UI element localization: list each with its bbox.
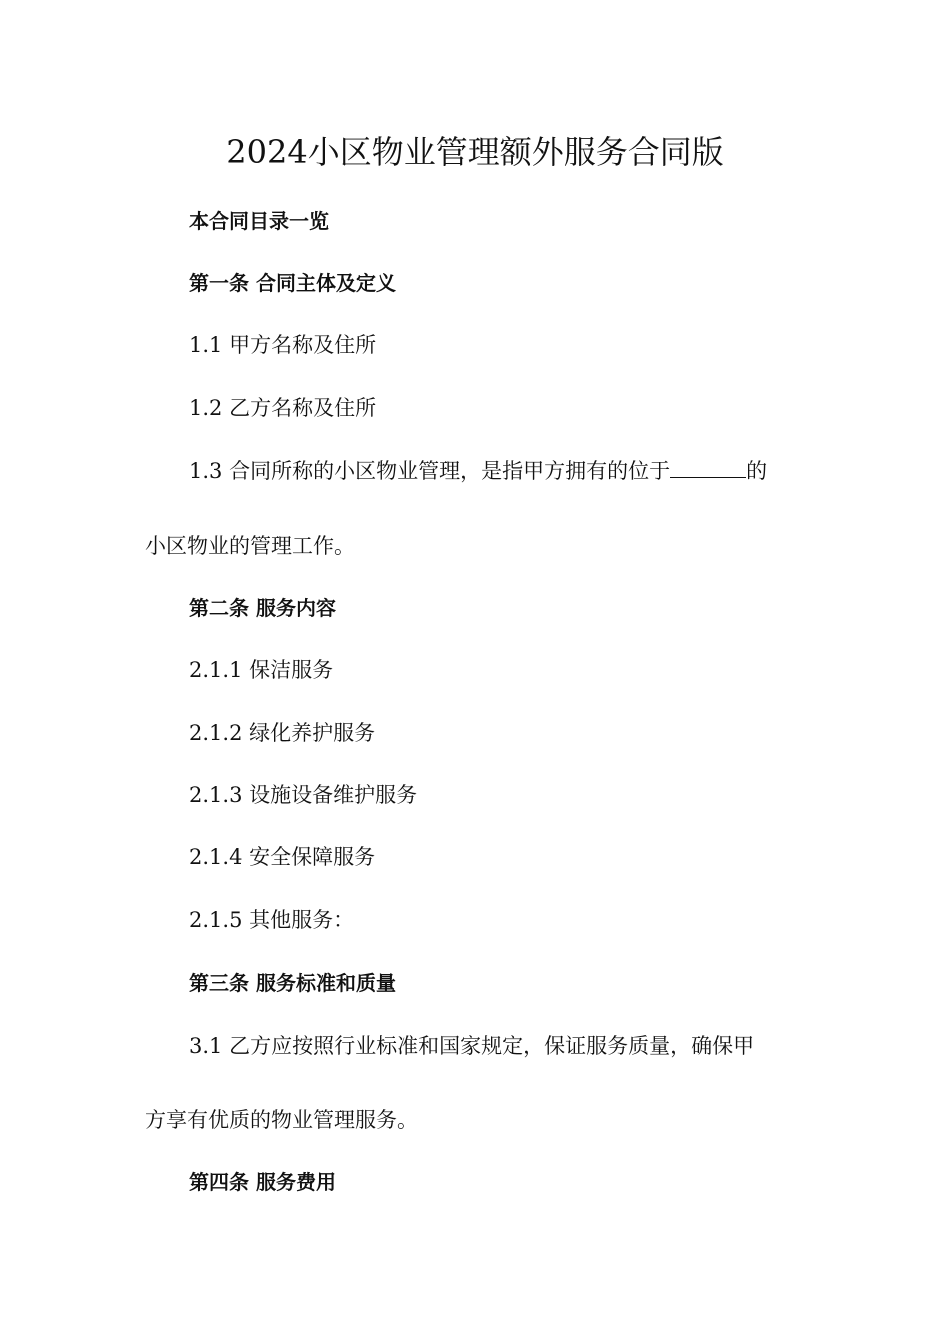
- article-1-heading: 第一条 合同主体及定义: [189, 271, 396, 295]
- clause-1-2: 1.2 乙方名称及住所: [189, 396, 377, 420]
- toc-heading: 本合同目录一览: [189, 209, 329, 233]
- article-3-heading: 第三条 服务标准和质量: [189, 971, 396, 995]
- clause-1-3-suffix: 的: [746, 459, 768, 483]
- article-2-heading: 第二条 服务内容: [189, 596, 336, 620]
- clause-2-1-4: 2.1.4 安全保障服务: [189, 845, 376, 869]
- article-4-heading: 第四条 服务费用: [189, 1170, 336, 1194]
- clause-3-1-continuation: 方享有优质的物业管理服务。: [145, 1108, 418, 1132]
- clause-1-1: 1.1 甲方名称及住所: [189, 333, 377, 357]
- clause-1-3: [189, 456, 767, 486]
- clause-1-3-text: 1.3 合同所称的小区物业管理，是指甲方拥有的位于: [189, 459, 671, 483]
- clause-2-1-1: 2.1.1 保洁服务: [189, 658, 334, 682]
- clause-1-3-continuation: 小区物业的管理工作。: [145, 534, 355, 558]
- clause-3-1: 3.1 乙方应按照行业标准和国家规定，保证服务质量，确保甲: [189, 1034, 755, 1058]
- clause-2-1-2: 2.1.2 绿化养护服务: [189, 721, 376, 745]
- clause-2-1-5: 2.1.5 其他服务：: [189, 908, 355, 932]
- fill-in-blank: [670, 457, 746, 478]
- document-title: 2024小区物业管理额外服务合同版: [226, 133, 724, 171]
- clause-2-1-3: 2.1.3 设施设备维护服务: [189, 783, 418, 807]
